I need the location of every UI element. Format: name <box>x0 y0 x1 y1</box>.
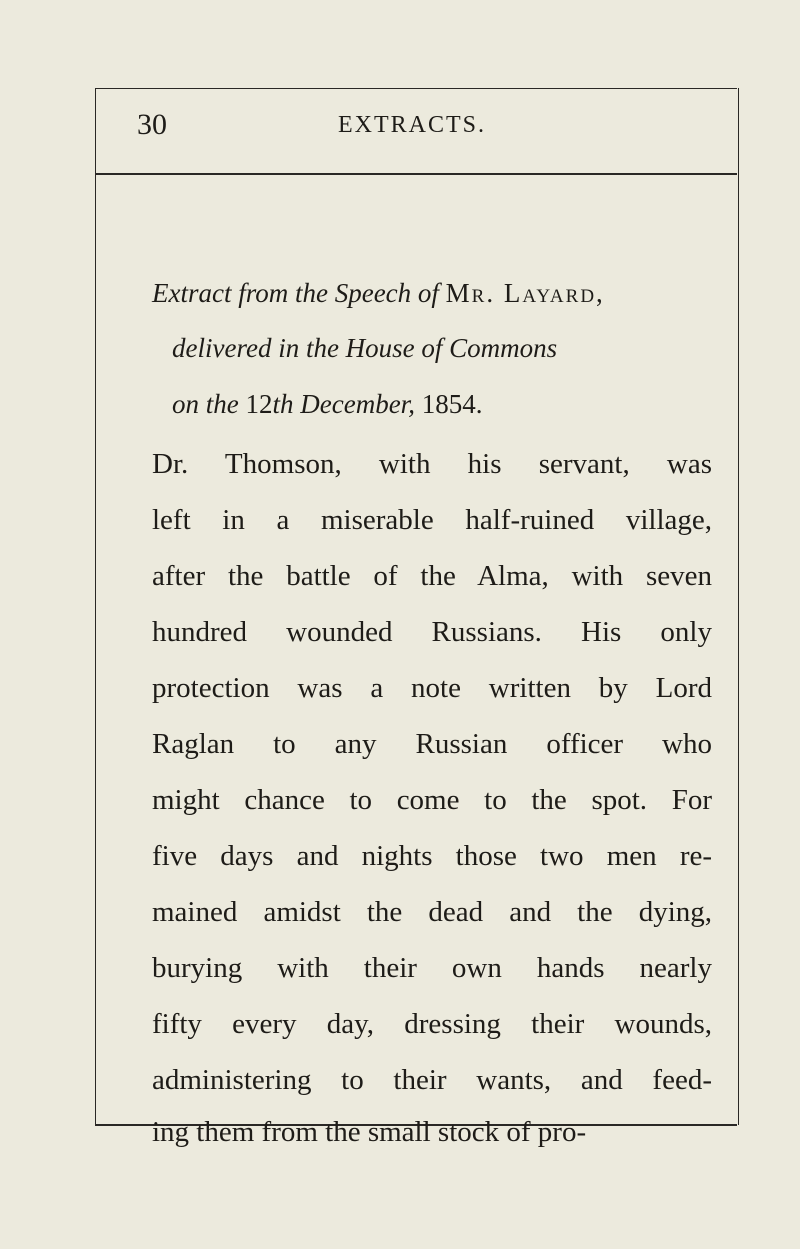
body-line: mained amidst the dead and the dying, <box>152 896 712 928</box>
heading-line-3 <box>172 389 482 420</box>
body-line: hundred wounded Russians. His only <box>152 616 712 648</box>
heading-month: th December, <box>272 389 415 419</box>
body-line: burying with their own hands nearly <box>152 952 712 984</box>
header-rule <box>95 173 737 175</box>
body-line: fifty every day, dressing their wounds, <box>152 1008 712 1040</box>
heading-year: 1854. <box>421 389 483 419</box>
body-line: ing them from the small stock of pro- <box>152 1116 587 1148</box>
running-title: EXTRACTS. <box>338 112 487 138</box>
heading-day: 12 <box>245 389 273 419</box>
body-line: five days and nights those two men re- <box>152 840 712 872</box>
body-line: protection was a note written by Lord <box>152 672 712 704</box>
heading-prefix: on the <box>172 389 239 419</box>
body-line: administering to their wants, and feed- <box>152 1064 712 1096</box>
speaker-name: Mr. Layard, <box>445 278 605 308</box>
heading-italic-text: Extract from the Speech of <box>152 278 439 308</box>
heading-line-2: delivered in the House of Commons <box>172 333 558 363</box>
top-rule <box>95 88 737 89</box>
body-line: Dr. Thomson, with his servant, was <box>152 448 712 480</box>
page-number: 30 <box>137 108 167 141</box>
body-line: Raglan to any Russian officer who <box>152 728 712 760</box>
body-line: left in a miserable half-ruined village, <box>152 504 712 536</box>
body-line: after the battle of the Alma, with seven <box>152 560 712 592</box>
heading-line-1 <box>152 278 605 309</box>
body-line: might chance to come to the spot. For <box>152 784 712 816</box>
